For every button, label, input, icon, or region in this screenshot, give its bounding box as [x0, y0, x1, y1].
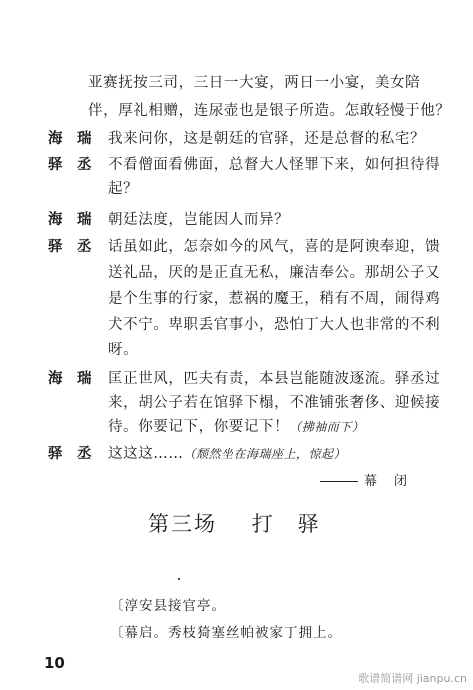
- watermark: 歌谱简谱网 jianpu.cn: [358, 672, 467, 685]
- dialogue-line: 这这这……（颓然坐在海瑞座上，惊起）: [108, 446, 347, 462]
- dialogue-line: 伴，厚礼相赠，连尿壶也是银子所造。怎敢轻慢于他？: [88, 103, 451, 119]
- speaker-label: 海 瑞: [48, 370, 92, 387]
- speck-mark: [178, 578, 180, 580]
- stage-direction: 〔幕启。秀枝猗塞丝帕被家丁拥上。: [110, 625, 342, 641]
- em-dash-rule: [320, 481, 358, 482]
- dialogue-line: 匡正世风，匹夫有责，本县岂能随波逐流。驿丞过: [108, 371, 441, 387]
- dialogue-line: 待。你要记下，你要记下！（拂袖而下）: [108, 419, 365, 435]
- speaker-label: 驿 丞: [48, 445, 92, 462]
- dialogue-line: 犬不宁。卑职丢官事小，恐怕丁大人也非常的不利: [108, 317, 441, 333]
- curtain-close: 幕 闭: [320, 470, 409, 489]
- dialogue-line: 是个生事的行家，惹祸的魔王，稍有不周，闹得鸡: [108, 291, 441, 307]
- scene-title: [148, 508, 321, 538]
- stage-direction-inline: （颓然坐在海瑞座上，惊起）: [183, 447, 347, 461]
- stage-direction: 〔淳安县接官亭。: [110, 598, 226, 614]
- scene-name: 打 驿: [251, 512, 321, 536]
- page-number: 10: [44, 654, 65, 672]
- dialogue-line: 朝廷法度，岂能因人而异？: [108, 212, 290, 228]
- dialogue-line: 我来问你，这是朝廷的官驿，还是总督的私宅？: [108, 131, 426, 147]
- speaker-label: 海 瑞: [48, 130, 92, 147]
- dialogue-line: 话虽如此，怎奈如今的风气，喜的是阿谀奉迎，馈: [108, 239, 441, 255]
- dialogue-line: 不看僧面看佛面，总督大人怪罪下来，如何担待得: [108, 157, 441, 173]
- speaker-label: 驿 丞: [48, 238, 92, 255]
- speaker-label: 驿 丞: [48, 156, 92, 173]
- dialogue-line: 亚赛抚按三司，三日一大宴，两日一小宴，美女陪: [88, 75, 421, 91]
- speaker-label: 海 瑞: [48, 211, 92, 228]
- dialogue-line: 起？: [108, 181, 139, 197]
- stage-direction-inline: （拂袖而下）: [289, 420, 365, 434]
- scene-number: 第三场: [148, 512, 217, 536]
- dialogue-line: 送礼品，厌的是正直无私，廉洁奉公。那胡公子又: [108, 265, 441, 281]
- dialogue-line: 呀。: [108, 342, 139, 358]
- dialogue-line: 来，胡公子若在馆驿下榻，不准铺张奢侈、迎候接: [108, 395, 441, 411]
